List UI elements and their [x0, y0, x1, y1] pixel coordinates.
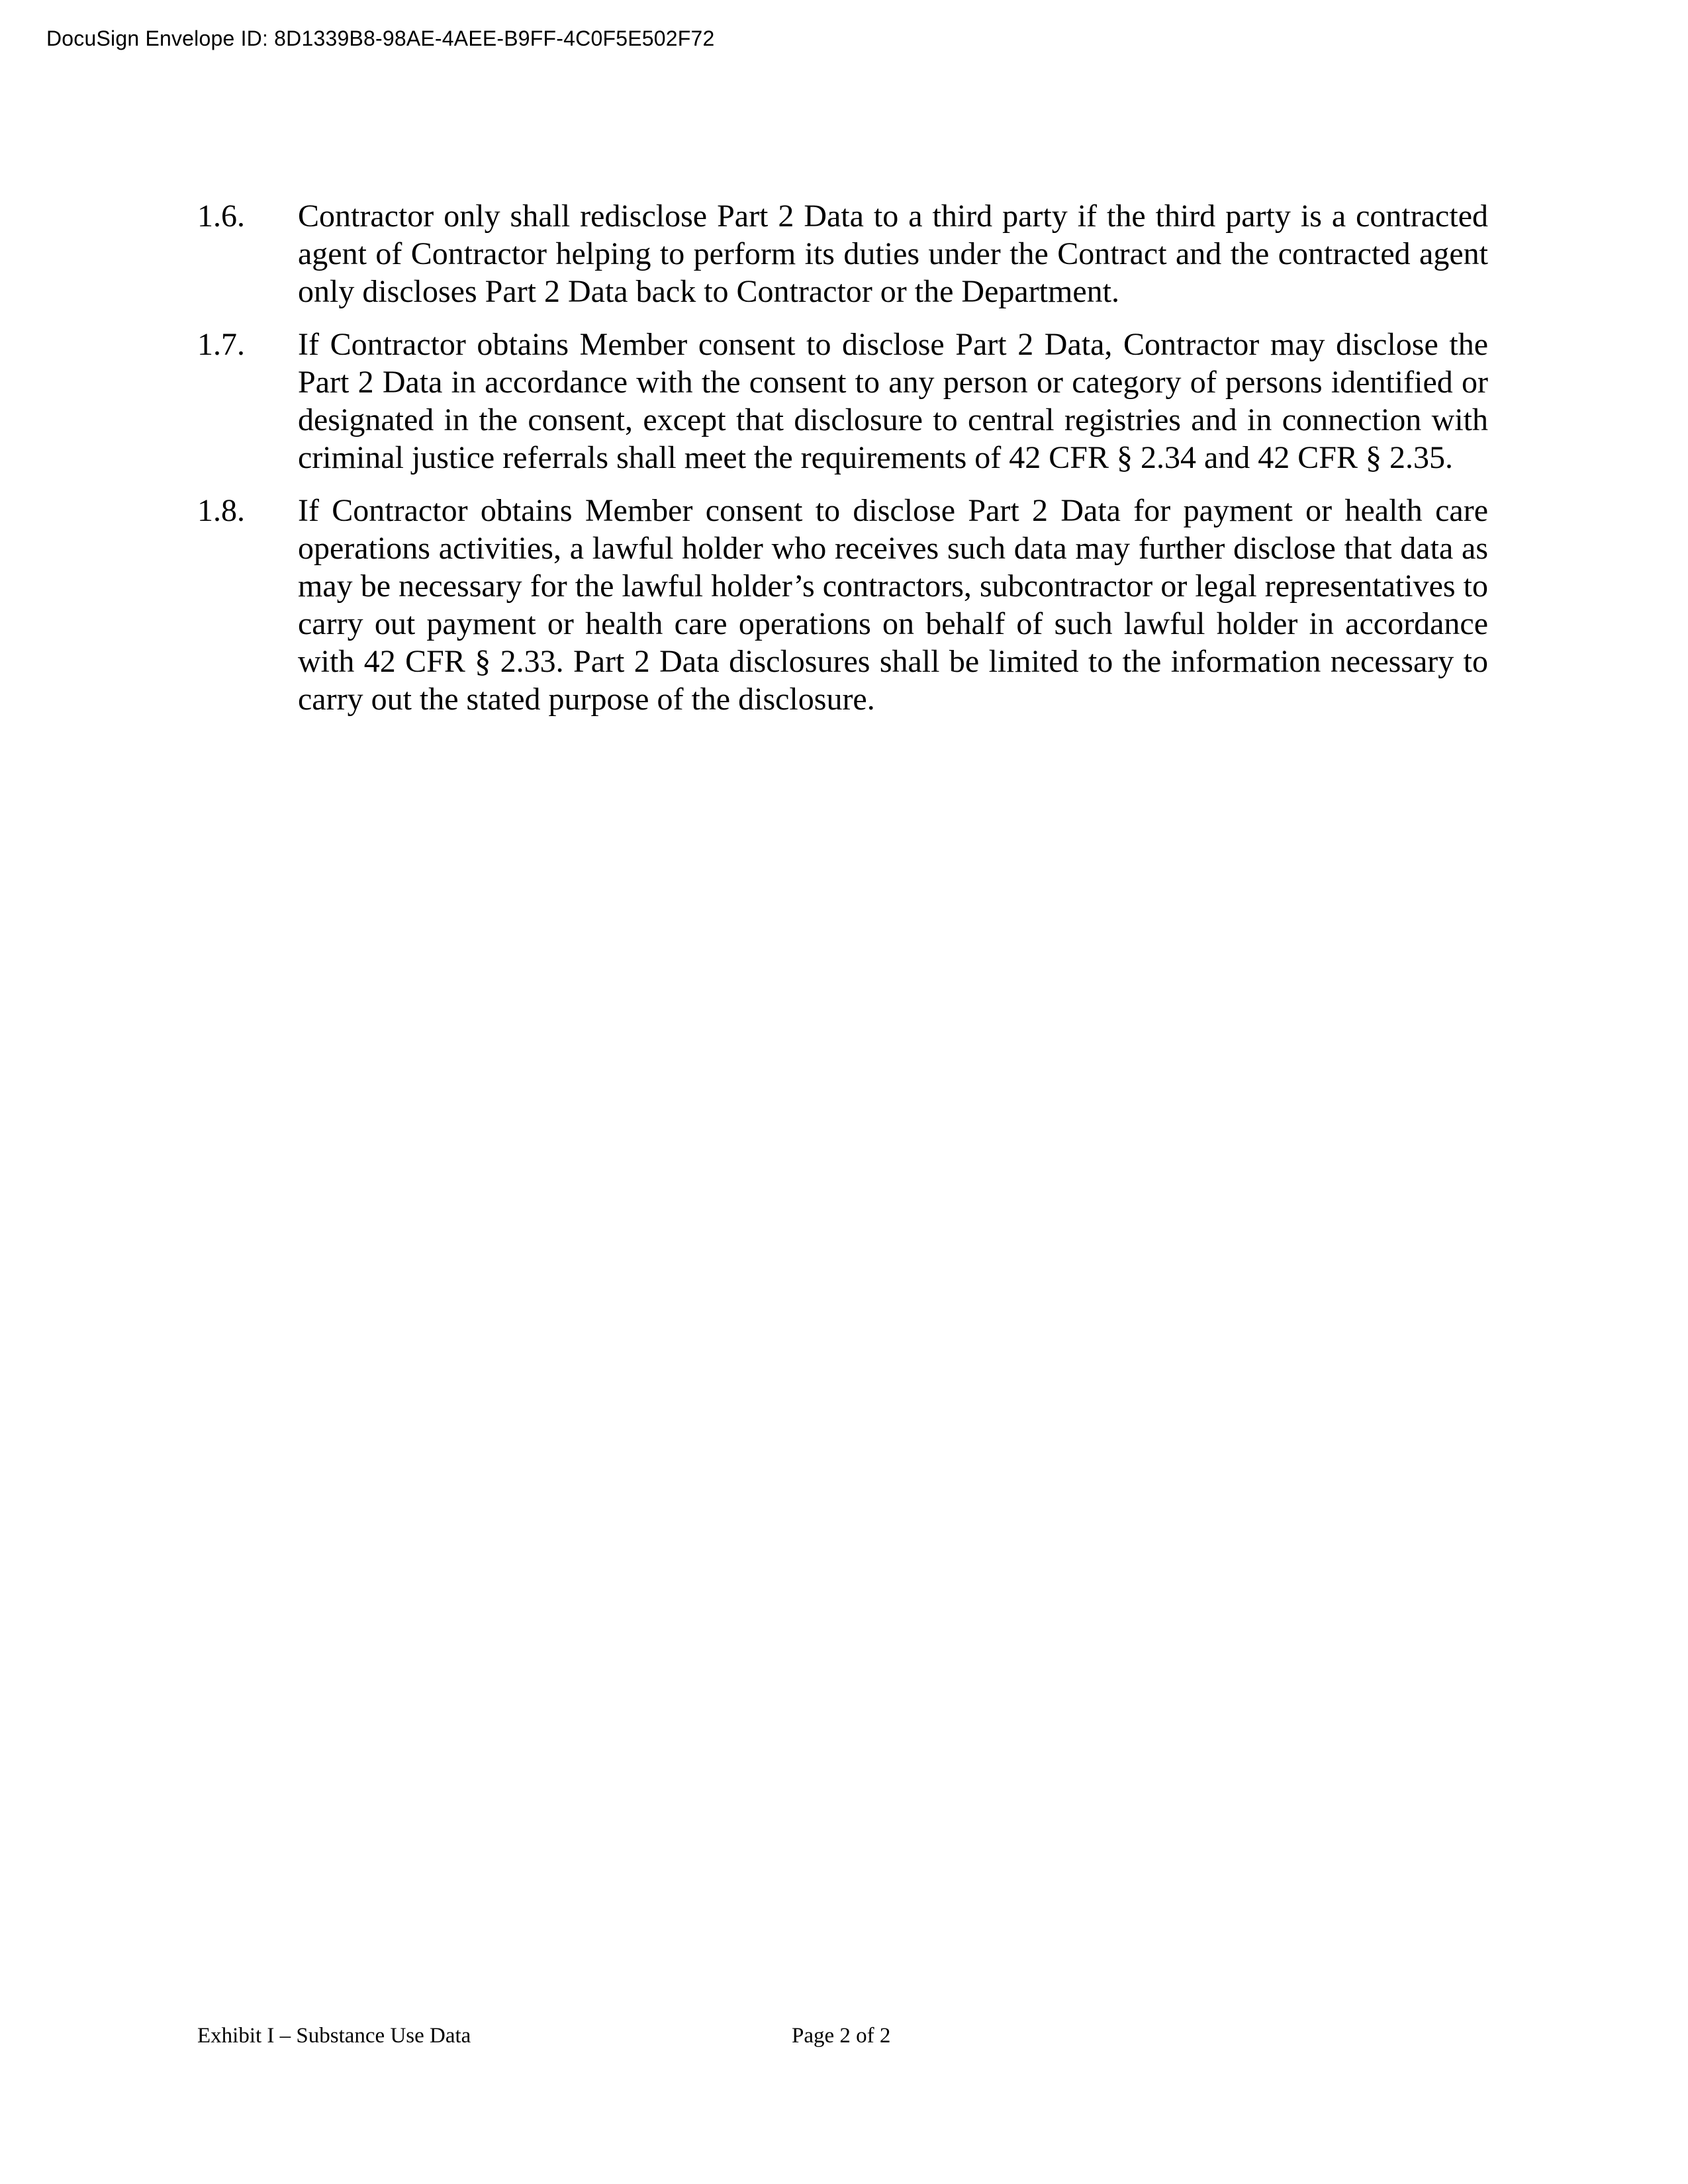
clause-number: 1.7. [197, 327, 245, 362]
clause-number: 1.6. [197, 199, 245, 234]
document-body [197, 197, 1488, 733]
clause-1-8 [197, 492, 1488, 718]
footer-page-number: Page 2 of 2 [792, 2024, 891, 2048]
clause-text: Contractor only shall redisclose Part 2 Data to a third party if the third party is a contracted agent of Contractor helping to perform its duties under the Contract and the contracted agent only discloses Part 2 Data back to Contractor or the Department. [298, 199, 1488, 309]
docusign-envelope-id: DocuSign Envelope ID: 8D1339B8-98AE-4AEE-B9FF-4C0F5E502F72 [46, 26, 715, 50]
clause-1-7 [197, 326, 1488, 477]
clause-number: 1.8. [197, 493, 245, 528]
clause-text: If Contractor obtains Member consent to disclose Part 2 Data, Contractor may disclose the Part 2 Data in accordance with the consent to any person or category of persons identified or designated in the consent, except that disclosure to central registries and in connection with criminal justice referrals shall meet the requirements of 42 CFR § 2.34 and 42 CFR § 2.35. [298, 327, 1488, 475]
footer-exhibit-title: Exhibit I – Substance Use Data [197, 2024, 471, 2048]
clause-1-6 [197, 197, 1488, 310]
clause-text: If Contractor obtains Member consent to disclose Part 2 Data for payment or health care operations activities, a lawful holder who receives such data may further disclose that data as may be necessary for the lawful holder’s contractors, subcontractor or legal representatives to carry out payment or health care operations on behalf of such lawful holder in accordance with 42 CFR § 2.33. Part 2 Data disclosures shall be limited to the information necessary to carry out the stated purpose of the disclosure. [298, 493, 1488, 717]
